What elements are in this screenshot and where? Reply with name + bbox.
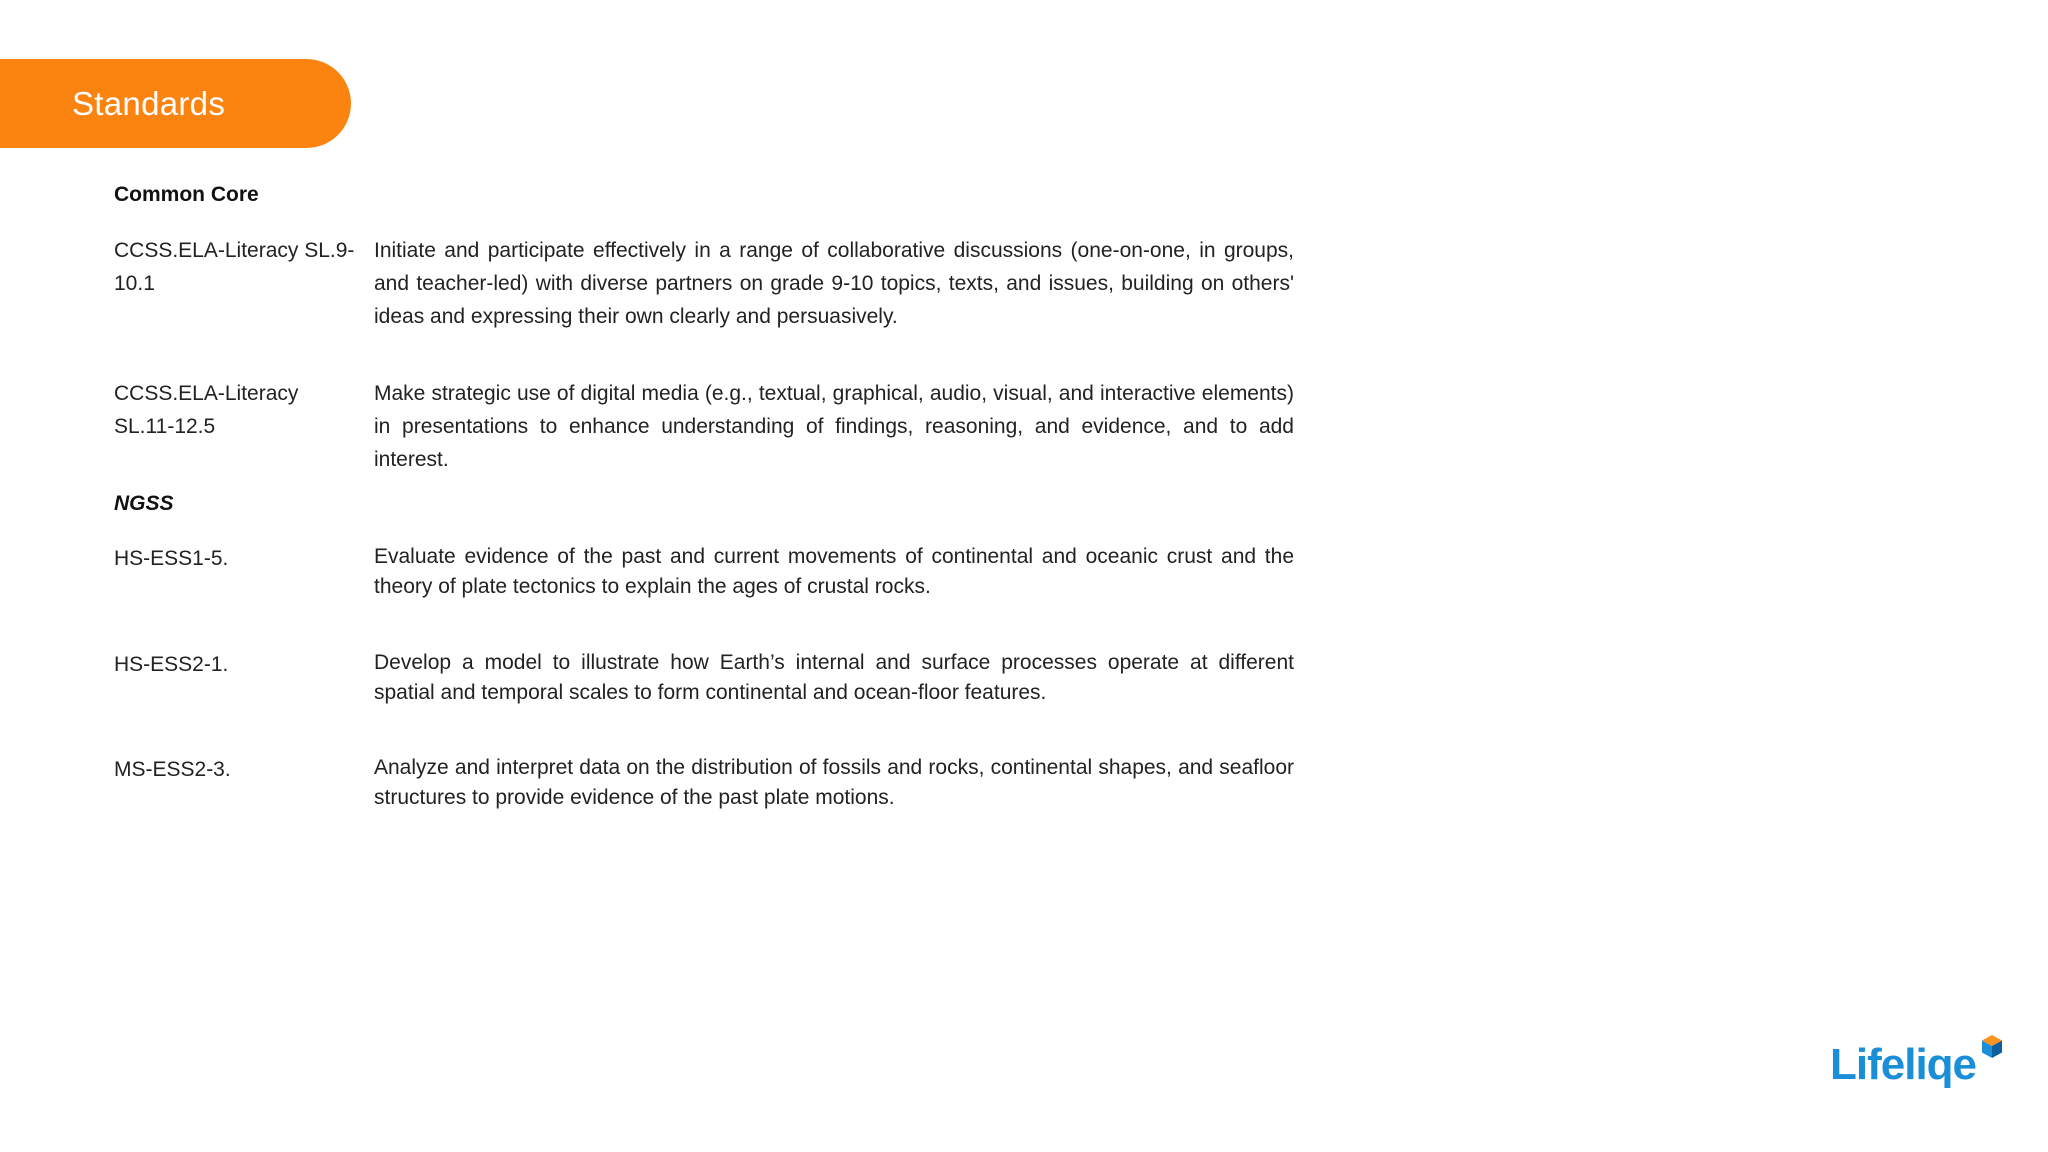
standard-code: MS-ESS2-3. <box>114 758 231 781</box>
logo-cube-icon <box>1980 1034 2004 1060</box>
section-heading-ngss: NGSS <box>114 492 174 515</box>
title-banner <box>0 59 351 148</box>
slide-title: Standards <box>72 84 226 122</box>
standard-description: Make strategic use of digital media (e.g., textual, graphical, audio, visual, and interactive elements) in presentations to enhance understanding of findings, reasoning, and evidence, and to add interest. <box>374 382 1294 471</box>
standard-description: Initiate and participate effectively in a range of collaborative discussions (one-on-one, in groups, and teacher-led) with diverse partners on grade 9-10 topics, texts, and issues, building on others' ideas and expressing their own clearly and persuasively. <box>374 239 1294 328</box>
lifeliqe-logo <box>1830 1034 2005 1094</box>
section-heading-common-core: Common Core <box>114 183 259 206</box>
standard-code: CCSS.ELA-Literacy SL.11-12.5 <box>114 382 299 438</box>
standard-description: Develop a model to illustrate how Earth’s internal and surface processes operate at different spatial and temporal scales to form continental and ocean-floor features. <box>374 651 1294 704</box>
standard-description: Analyze and interpret data on the distribution of fossils and rocks, continental shapes, and seafloor structures to provide evidence of the past plate motions. <box>374 756 1294 809</box>
standard-code: CCSS.ELA-Literacy SL.9-10.1 <box>114 239 355 295</box>
standard-code: HS-ESS1-5. <box>114 547 229 570</box>
logo-wordmark: Lifeliqe <box>1830 1040 1977 1089</box>
standard-code: HS-ESS2-1. <box>114 653 229 676</box>
standard-description: Evaluate evidence of the past and current movements of continental and oceanic crust and the theory of plate tectonics to explain the ages of crustal rocks. <box>374 545 1294 598</box>
